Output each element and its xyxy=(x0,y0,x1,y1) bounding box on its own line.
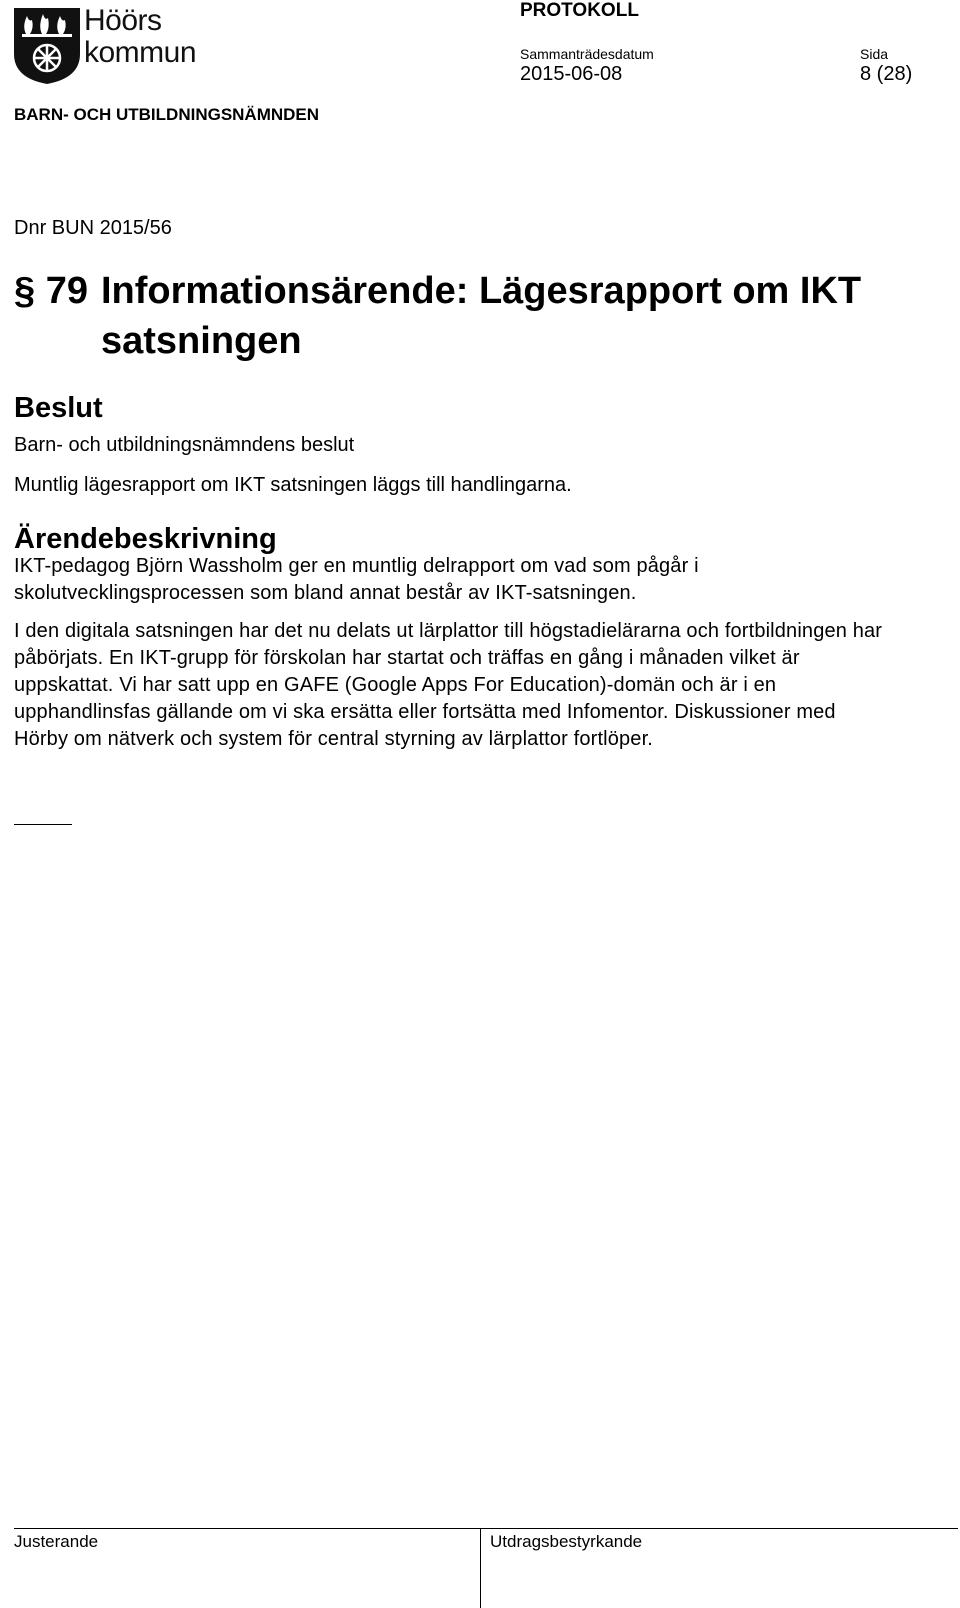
decision-heading: Beslut xyxy=(14,392,103,424)
case-paragraph-1: IKT-pedagog Björn Wassholm ger en muntlig delrapport om vad som pågår i skolutvecklingsprocessen som bland annat består av IKT-satsningen. xyxy=(14,555,699,604)
meeting-date-label: Sammanträdesdatum xyxy=(520,46,654,62)
case-description-heading: Ärendebeskrivning xyxy=(14,523,277,555)
page-number: 8 (28) xyxy=(860,63,913,85)
decision-subheading: Barn- och utbildningsnämndens beslut xyxy=(14,434,355,456)
decision-text: Muntlig lägesrapport om IKT satsningen läggs till handlingarna. xyxy=(14,474,572,496)
footer-divider-vertical xyxy=(480,1528,481,1608)
section-title-text: Informationsärende: Lägesrapport om IKT satsningen xyxy=(101,270,862,362)
municipality-logo xyxy=(12,6,227,86)
extract-certification-label: Utdragsbestyrkande xyxy=(490,1532,643,1551)
section-symbol: § xyxy=(14,270,36,312)
end-rule xyxy=(14,824,72,825)
section-number: § 79 xyxy=(14,270,88,312)
diary-number: Dnr BUN 2015/56 xyxy=(14,217,172,239)
logo-text-line1: Höörs xyxy=(84,4,162,37)
footer-divider-horizontal xyxy=(14,1528,958,1529)
meeting-date-value: 2015-06-08 xyxy=(520,63,623,85)
document-type: PROTOKOLL xyxy=(520,0,639,21)
case-paragraph-2: I den digitala satsningen har det nu delats ut lärplattor till högstadielärarna och fortbildningen har påbörjats. En IKT-grupp för förskolan har startat och träffas en gång i månaden vilket är uppskattat. Vi har satt upp en GAFE (Google Apps For Education)-domän och är i en upphandlinsfas gällande om vi ska ersätta eller fortsätta med Infomentor. Diskussioner med Hörby om nätverk och system för central styrning av lärplattor fortlöper. xyxy=(14,620,883,750)
page-label: Sida xyxy=(860,46,889,62)
logo-text-line2: kommun xyxy=(84,36,197,69)
committee-name: BARN- OCH UTBILDNINGSNÄMNDEN xyxy=(14,105,320,124)
adjusting-signature-label: Justerande xyxy=(14,1532,99,1551)
